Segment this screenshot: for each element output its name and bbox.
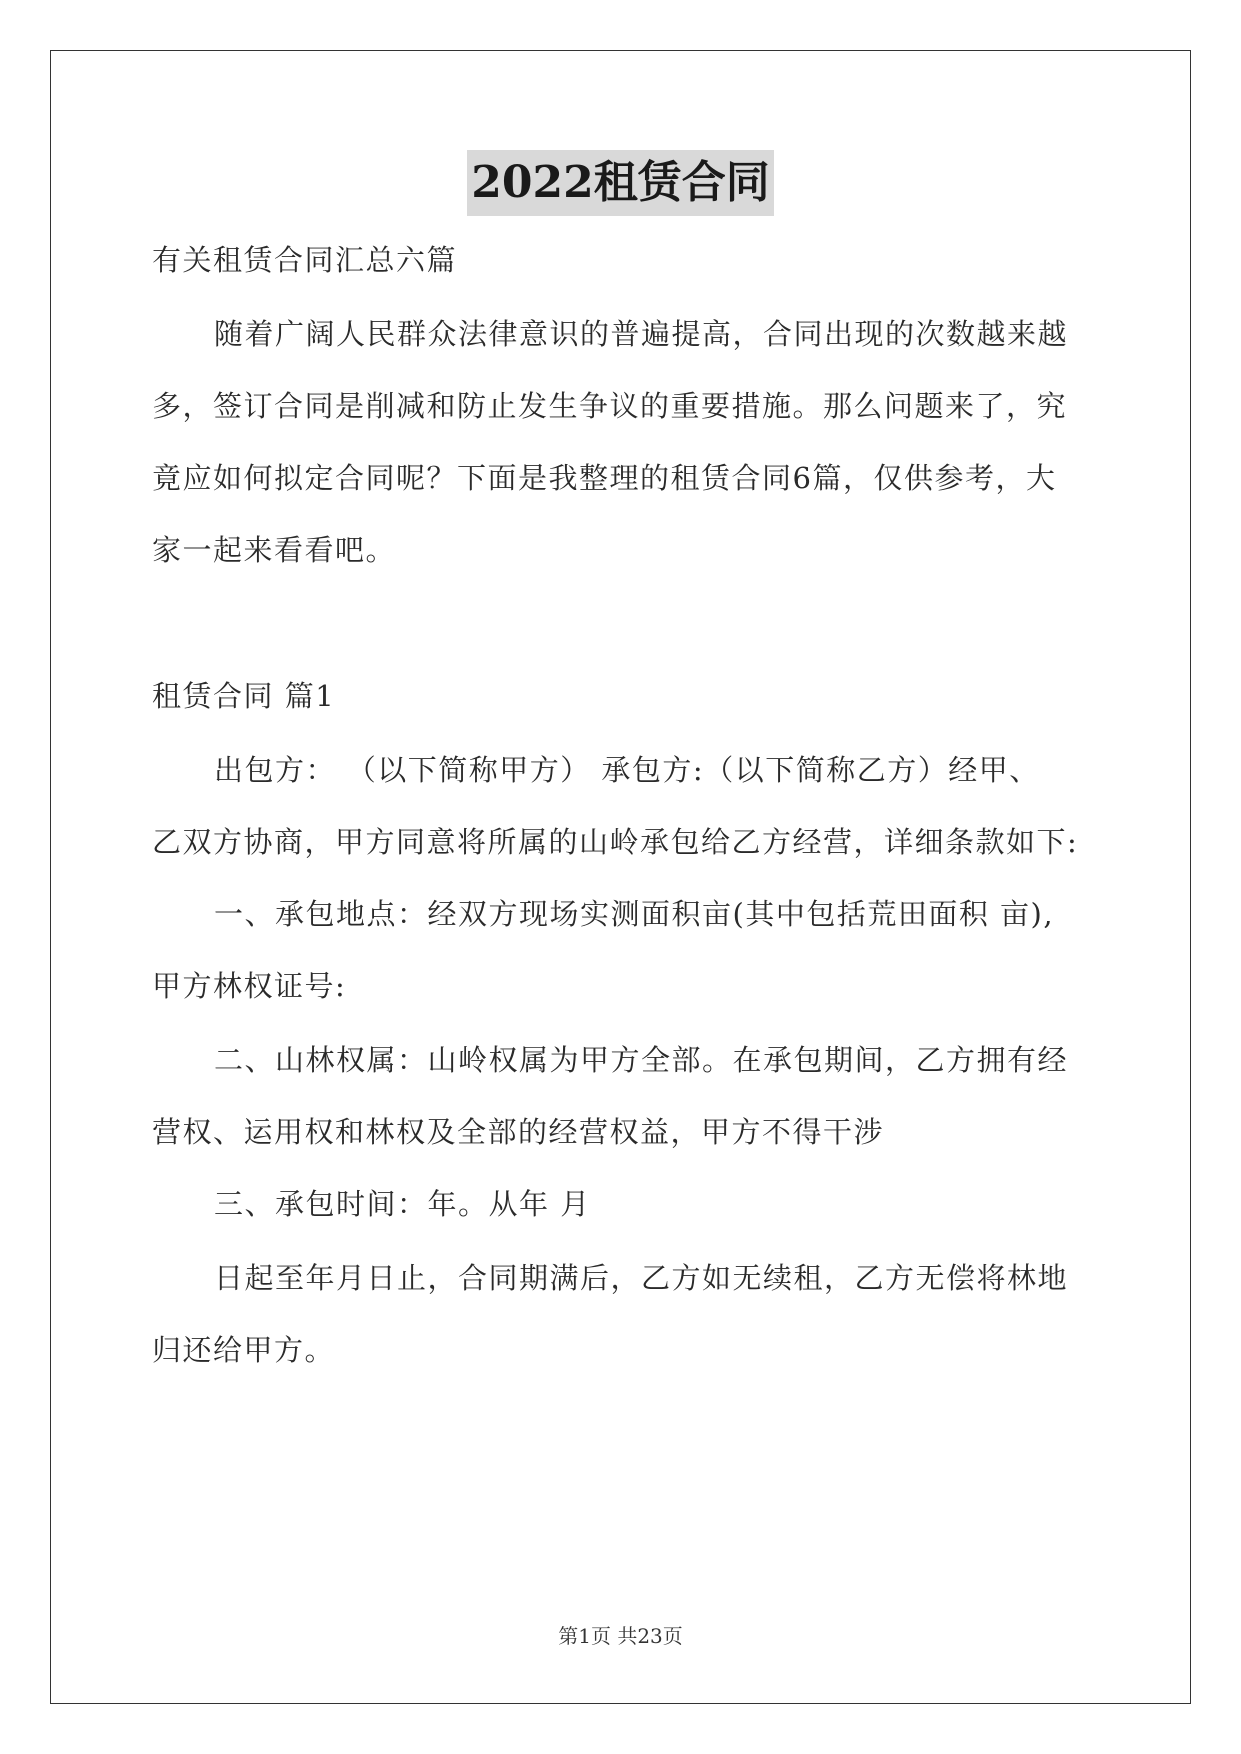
body-line-8: 日起至年月日止，合同期满后，乙方如无续租，乙方无偿将林地 [214, 1261, 1069, 1295]
section-heading: 租赁合同 篇1 [152, 679, 336, 713]
body-line-3: 一、承包地点：经双方现场实测面积亩(其中包括荒田面积 亩), [214, 897, 1055, 931]
document-subtitle: 有关租赁合同汇总六篇 [152, 243, 458, 277]
title-container [0, 150, 1241, 216]
intro-line-4: 家一起来看看吧。 [152, 533, 397, 567]
body-line-1: 出包方： （以下简称甲方） 承包方:（以下简称乙方）经甲、 [214, 753, 1040, 787]
body-line-5: 二、山林权属：山岭权属为甲方全部。在承包期间，乙方拥有经 [214, 1043, 1069, 1077]
page-number-footer: 第1页 共23页 [558, 1624, 683, 1648]
body-line-2: 乙双方协商，甲方同意将所属的山岭承包给乙方经营，详细条款如下: [152, 825, 1079, 859]
intro-line-2: 多，签订合同是削减和防止发生争议的重要措施。那么问题来了，究 [152, 389, 1068, 423]
intro-line-1: 随着广阔人民群众法律意识的普遍提高，合同出现的次数越来越 [214, 317, 1069, 351]
body-line-7: 三、承包时间：年。从年 月 [214, 1187, 591, 1221]
body-line-6: 营权、运用权和林权及全部的经营权益，甲方不得干涉 [152, 1115, 885, 1149]
document-title: 2022租赁合同 [467, 150, 773, 216]
body-line-9: 归还给甲方。 [152, 1333, 336, 1367]
page-border [50, 50, 1191, 1704]
intro-line-3: 竟应如何拟定合同呢？下面是我整理的租赁合同6篇，仅供参考，大 [152, 461, 1057, 495]
body-line-4: 甲方林权证号: [152, 969, 347, 1003]
